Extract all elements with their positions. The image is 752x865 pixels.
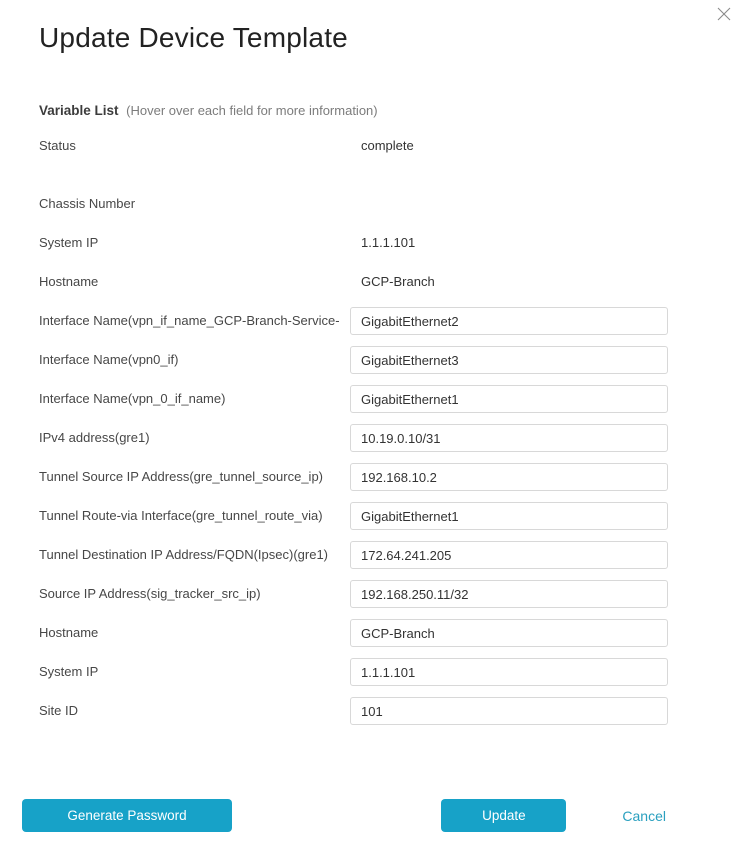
variable-value: GCP-Branch xyxy=(361,274,435,289)
variable-label: Interface Name(vpn0_if) xyxy=(39,352,179,367)
variable-label: Chassis Number xyxy=(39,196,136,211)
variable-row-static xyxy=(39,138,668,154)
variable-label: System IP xyxy=(39,664,99,679)
static-variable-rows xyxy=(39,138,668,290)
variable-list-hint: (Hover over each field for more information) xyxy=(126,103,378,118)
variable-label: Status xyxy=(39,138,76,153)
variable-list-heading: Variable List xyxy=(39,103,119,118)
close-icon[interactable] xyxy=(716,6,732,22)
page-title: Update Device Template xyxy=(39,22,348,53)
variable-row-editable xyxy=(39,463,668,491)
variable-value-input[interactable] xyxy=(350,658,668,686)
variable-row-editable xyxy=(39,541,668,569)
variable-label: Hostname xyxy=(39,274,99,289)
variable-label: Source IP Address(sig_tracker_src_ip) xyxy=(39,586,261,601)
variable-value-input[interactable] xyxy=(350,463,668,491)
variable-value-input[interactable] xyxy=(350,385,668,413)
variable-label: Tunnel Source IP Address(gre_tunnel_source_ip) xyxy=(39,469,324,484)
variable-value-input[interactable] xyxy=(350,502,668,530)
variable-label: Tunnel Destination IP Address/FQDN(Ipsec)(gre1) xyxy=(39,547,329,562)
variable-value: complete xyxy=(361,138,414,153)
variable-row-editable xyxy=(39,580,668,608)
variable-row-editable xyxy=(39,502,668,530)
variable-label: Interface Name(vpn_if_name_GCP-Branch-Service- xyxy=(39,313,340,328)
variable-value-input[interactable] xyxy=(350,541,668,569)
variable-label: System IP xyxy=(39,235,99,250)
editable-variable-rows xyxy=(39,307,668,725)
variable-row-editable xyxy=(39,385,668,413)
variable-row-editable xyxy=(39,697,668,725)
variable-value-input[interactable] xyxy=(350,307,668,335)
variable-label: Interface Name(vpn_0_if_name) xyxy=(39,391,226,406)
close-icon-glyph xyxy=(717,7,731,21)
variable-value-input[interactable] xyxy=(350,580,668,608)
variable-value-input[interactable] xyxy=(350,619,668,647)
variable-row-editable xyxy=(39,619,668,647)
variable-row-static xyxy=(39,196,668,212)
variable-label: Tunnel Route-via Interface(gre_tunnel_route_via) xyxy=(39,508,323,523)
variable-list-header xyxy=(39,102,668,119)
variable-value-input[interactable] xyxy=(350,346,668,374)
variable-label: Site ID xyxy=(39,703,79,718)
variable-row-editable xyxy=(39,346,668,374)
variable-row-editable xyxy=(39,424,668,452)
variable-value-input[interactable] xyxy=(350,424,668,452)
variable-row-static xyxy=(39,274,668,290)
variable-row-editable xyxy=(39,307,668,335)
variable-value: 1.1.1.101 xyxy=(361,235,416,250)
footer-action-group xyxy=(441,799,666,832)
variable-row-static xyxy=(39,235,668,251)
variable-label: IPv4 address(gre1) xyxy=(39,430,150,445)
variable-row-editable xyxy=(39,658,668,686)
update-button[interactable]: Update xyxy=(441,799,566,832)
generate-password-button[interactable]: Generate Password xyxy=(22,799,232,832)
cancel-link[interactable]: Cancel xyxy=(622,807,666,824)
variable-value-input[interactable] xyxy=(350,697,668,725)
variable-label: Hostname xyxy=(39,625,99,640)
dialog-footer xyxy=(0,799,752,832)
